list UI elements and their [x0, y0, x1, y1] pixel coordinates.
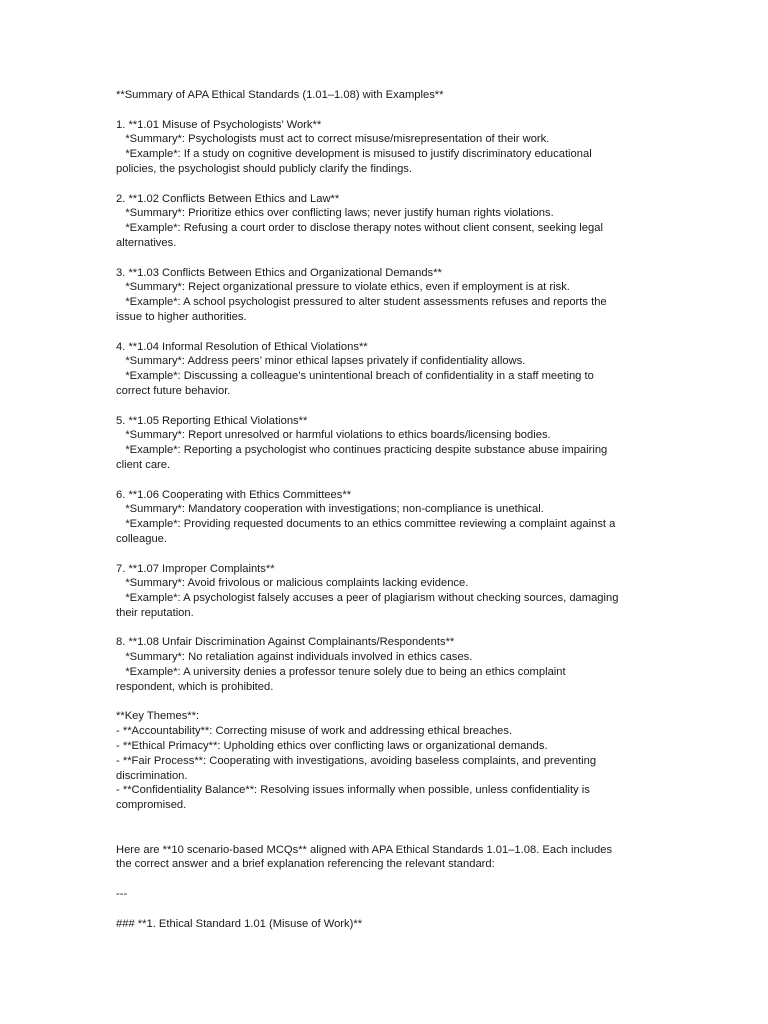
standard-4	[116, 340, 656, 399]
standard-example-line: *Example*: Refusing a court order to disclose therapy notes without client consent, seeking legal	[116, 222, 603, 235]
standard-example-line: *Example*: Discussing a colleague’s unintentional breach of confidentiality in a staff meeting to	[116, 370, 594, 383]
intro-line: Here are **10 scenario-based MCQs** aligned with APA Ethical Standards 1.01–1.08. Each includes	[116, 843, 613, 856]
standard-7	[116, 562, 656, 621]
standard-example-line: *Example*: A school psychologist pressured to alter student assessments refuses and reports the	[116, 296, 607, 309]
standard-example-line: alternatives.	[116, 236, 177, 249]
key-theme-line: - **Fair Process**: Cooperating with investigations, avoiding baseless complaints, and preventing	[116, 754, 597, 767]
standard-heading: 5. **1.05 Reporting Ethical Violations**	[116, 414, 308, 427]
standard-example-line: *Example*: Reporting a psychologist who continues practicing despite substance abuse impairing	[116, 444, 608, 457]
standard-summary: *Summary*: Psychologists must act to correct misuse/misrepresentation of their work.	[116, 133, 550, 146]
standard-summary: *Summary*: Avoid frivolous or malicious complaints lacking evidence.	[116, 577, 469, 590]
document-title: **Summary of APA Ethical Standards (1.01–1.08) with Examples**	[116, 89, 444, 101]
separator: ---	[116, 888, 128, 901]
mcq-intro	[116, 843, 656, 873]
standard-example-line: correct future behavior.	[116, 384, 231, 397]
key-theme-line: - **Confidentiality Balance**: Resolving issues informally when possible, unless confidentiality is	[116, 784, 590, 797]
standard-summary: *Summary*: Mandatory cooperation with investigations; non-compliance is unethical.	[116, 503, 544, 516]
key-theme-line: discrimination.	[116, 769, 188, 782]
standard-8	[116, 635, 656, 694]
key-theme-line: - **Accountability**: Correcting misuse of work and addressing ethical breaches.	[116, 725, 513, 738]
standard-5	[116, 414, 656, 473]
standard-example-line: policies, the psychologist should publicly clarify the findings.	[116, 162, 413, 175]
standard-summary: *Summary*: Prioritize ethics over conflicting laws; never justify human rights violations.	[116, 207, 554, 220]
standard-example-line: *Example*: A psychologist falsely accuses a peer of plagiarism without checking sources, damaging	[116, 592, 619, 605]
standard-heading: 3. **1.03 Conflicts Between Ethics and Organizational Demands**	[116, 266, 442, 279]
standard-summary: *Summary*: Report unresolved or harmful violations to ethics boards/licensing bodies.	[116, 429, 551, 442]
standard-heading: 8. **1.08 Unfair Discrimination Against Complainants/Respondents**	[116, 636, 455, 649]
key-themes	[116, 709, 656, 813]
standard-example-line: *Example*: Providing requested documents to an ethics committee reviewing a complaint against a	[116, 518, 616, 531]
key-theme-line: compromised.	[116, 799, 187, 812]
standard-heading: 7. **1.07 Improper Complaints**	[116, 562, 275, 575]
standard-heading: 4. **1.04 Informal Resolution of Ethical Violations**	[116, 340, 368, 353]
standard-heading: 1. **1.01 Misuse of Psychologists’ Work**	[116, 118, 322, 131]
standard-example-line: client care.	[116, 458, 171, 471]
key-theme-line: - **Ethical Primacy**: Upholding ethics over conflicting laws or organizational demands.	[116, 740, 548, 753]
mcq-section-heading: ### **1. Ethical Standard 1.01 (Misuse of Work)**	[116, 917, 363, 930]
standard-example-line: their reputation.	[116, 606, 194, 619]
standard-2	[116, 192, 656, 251]
standard-3	[116, 266, 656, 325]
standard-heading: 2. **1.02 Conflicts Between Ethics and Law**	[116, 192, 340, 205]
standard-summary: *Summary*: No retaliation against individuals involved in ethics cases.	[116, 651, 473, 664]
standard-1	[116, 118, 656, 177]
standard-6	[116, 488, 656, 547]
standard-example-line: colleague.	[116, 532, 168, 545]
standard-example-line: issue to higher authorities.	[116, 310, 247, 323]
standard-summary: *Summary*: Reject organizational pressure to violate ethics, even if employment is at risk.	[116, 281, 570, 294]
standard-heading: 6. **1.06 Cooperating with Ethics Committees**	[116, 488, 352, 501]
standard-summary: *Summary*: Address peers’ minor ethical lapses privately if confidentiality allows.	[116, 355, 526, 368]
standard-example-line: respondent, which is prohibited.	[116, 680, 274, 693]
key-themes-heading: **Key Themes**:	[116, 710, 200, 723]
document-page	[116, 88, 656, 931]
intro-line: the correct answer and a brief explanation referencing the relevant standard:	[116, 858, 495, 871]
standard-example-line: *Example*: If a study on cognitive development is misused to justify discriminatory educational	[116, 148, 592, 161]
standard-example-line: *Example*: A university denies a professor tenure solely due to being an ethics complaint	[116, 666, 566, 679]
